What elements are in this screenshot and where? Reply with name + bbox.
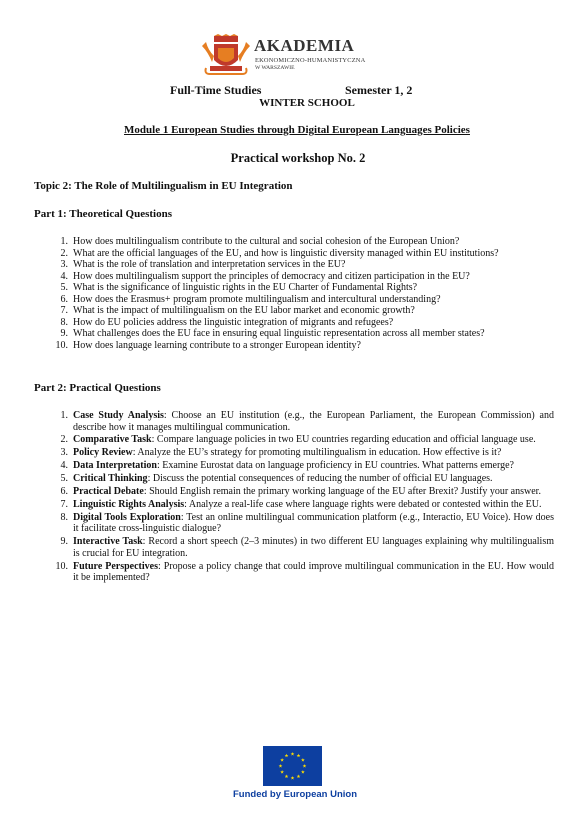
- list-item: [50, 305, 499, 317]
- item-number: 5.: [60, 473, 68, 485]
- item-text: : Propose a policy change that could improve multilingual communication in the EU. How would it be implemented?: [73, 560, 554, 584]
- item-number: 3.: [60, 447, 68, 459]
- item-text: : Test an online multilingual communication platform (e.g., Interactio, EU Voice). How does it facilitate cross-linguistic dialogue?: [73, 511, 554, 535]
- list-item: [50, 561, 554, 584]
- item-number: 9.: [60, 536, 68, 548]
- item-label: Digital Tools Exploration: [73, 511, 181, 523]
- list-item: [50, 236, 499, 248]
- item-number: 7.: [60, 498, 68, 510]
- logo-city: W WARSZAWIE: [255, 65, 295, 71]
- semester-label: Semester 1, 2: [345, 83, 413, 97]
- item-label: Linguistic Rights Analysis: [73, 498, 185, 510]
- item-number: 6.: [60, 486, 68, 498]
- list-item: [50, 499, 554, 511]
- list-item: [50, 447, 554, 459]
- item-text: : Analyze a real-life case where language rights were debated or contested within the EU.: [184, 498, 542, 510]
- item-number: 2.: [60, 434, 68, 446]
- funded-by-label: Funded by European Union: [232, 789, 358, 800]
- list-item: [50, 317, 499, 329]
- item-label: Case Study Analysis: [73, 410, 164, 421]
- item-text: What is the role of translation and interpretation services in the EU?: [73, 259, 346, 270]
- list-item: [50, 410, 554, 433]
- crest-icon: [200, 34, 252, 76]
- item-text: : Analyze the EU’s strategy for promoting multilingualism in education. How effective is it?: [132, 447, 502, 459]
- list-item: [50, 271, 499, 283]
- list-item: [50, 248, 499, 260]
- logo-subtitle: EKONOMICZNO-HUMANISTYCZNA: [255, 57, 366, 64]
- list-item: [50, 512, 554, 535]
- item-text: How does the Erasmus+ program promote multilingualism and intercultural understanding?: [73, 293, 441, 305]
- item-number: 2.: [60, 247, 68, 259]
- item-text: : Compare language policies in two EU countries regarding education and official language use.: [151, 434, 536, 446]
- list-item: [50, 259, 499, 271]
- item-number: 8.: [60, 316, 68, 328]
- item-text: What are the official languages of the EU, and how is linguistic diversity managed within EU institutions?: [73, 247, 499, 259]
- item-text: What is the significance of linguistic rights in the EU Charter of Fundamental Rights?: [73, 282, 418, 293]
- logo-name: AKADEMIA: [254, 36, 355, 55]
- item-text: : Record a short speech (2–3 minutes) in two different EU languages explaining why multilingualism is crucial for EU integration.: [73, 536, 555, 559]
- item-number: 8.: [60, 511, 68, 523]
- item-number: 6.: [60, 293, 68, 305]
- item-number: 10.: [55, 339, 68, 351]
- module-title: Module 1 European Studies through Digital European Languages Policies: [124, 124, 470, 136]
- list-item: [50, 434, 554, 446]
- studies-label: Full-Time Studies: [170, 83, 262, 97]
- list-item: [50, 294, 499, 306]
- university-logo: [200, 34, 370, 76]
- item-text: What is the impact of multilingualism on the EU labor market and economic growth?: [73, 305, 415, 316]
- list-item: [50, 282, 499, 294]
- list-item: [50, 460, 554, 472]
- topic-heading: Topic 2: The Role of Multilingualism in EU Integration: [34, 180, 293, 192]
- list-item: [50, 328, 499, 340]
- item-number: 10.: [55, 560, 68, 572]
- item-label: Critical Thinking: [73, 473, 148, 485]
- item-text: : Should English remain the primary working language of the EU after Brexit? Justify your answer.: [143, 486, 541, 498]
- item-text: How does multilingualism support the principles of democracy and citizen participation in the EU?: [73, 270, 470, 282]
- item-number: 3.: [60, 259, 68, 270]
- item-number: 7.: [60, 305, 68, 316]
- item-label: Interactive Task: [73, 536, 143, 548]
- item-number: 1.: [60, 236, 68, 247]
- item-number: 9.: [60, 328, 68, 339]
- part1-heading: Part 1: Theoretical Questions: [34, 208, 172, 220]
- practical-questions-list: [50, 410, 554, 585]
- item-label: Policy Review: [73, 447, 133, 459]
- eu-flag-icon: [263, 746, 322, 786]
- item-number: 4.: [60, 270, 68, 282]
- list-item: [50, 473, 554, 485]
- workshop-title: Practical workshop No. 2: [230, 151, 366, 165]
- item-text: : Examine Eurostat data on language proficiency in EU countries. What patterns emerge?: [156, 460, 514, 472]
- theoretical-questions-list: [50, 236, 499, 351]
- item-label: Future Perspectives: [73, 560, 158, 572]
- item-text: How does language learning contribute to a stronger European identity?: [73, 339, 361, 351]
- item-text: How do EU policies address the linguistic integration of migrants and refugees?: [73, 316, 394, 328]
- item-label: Comparative Task: [73, 434, 152, 446]
- item-text: What challenges does the EU face in ensuring equal linguistic representation across all member states?: [73, 328, 485, 339]
- list-item: [50, 340, 499, 352]
- item-label: Data Interpretation: [73, 460, 157, 472]
- item-text: How does multilingualism contribute to the cultural and social cohesion of the European Union?: [73, 236, 460, 247]
- item-text: : Discuss the potential consequences of reducing the number of official EU languages.: [147, 473, 493, 485]
- item-text: : Choose an EU institution (e.g., the European Parliament, the European Commission) and describe how it manages multilingual communication.: [73, 410, 554, 433]
- item-number: 4.: [60, 460, 68, 472]
- item-label: Practical Debate: [73, 486, 144, 498]
- list-item: [50, 536, 554, 559]
- school-label: WINTER SCHOOL: [259, 97, 355, 109]
- item-number: 5.: [60, 282, 68, 293]
- list-item: [50, 486, 554, 498]
- item-number: 1.: [60, 410, 68, 421]
- part2-heading: Part 2: Practical Questions: [34, 382, 161, 394]
